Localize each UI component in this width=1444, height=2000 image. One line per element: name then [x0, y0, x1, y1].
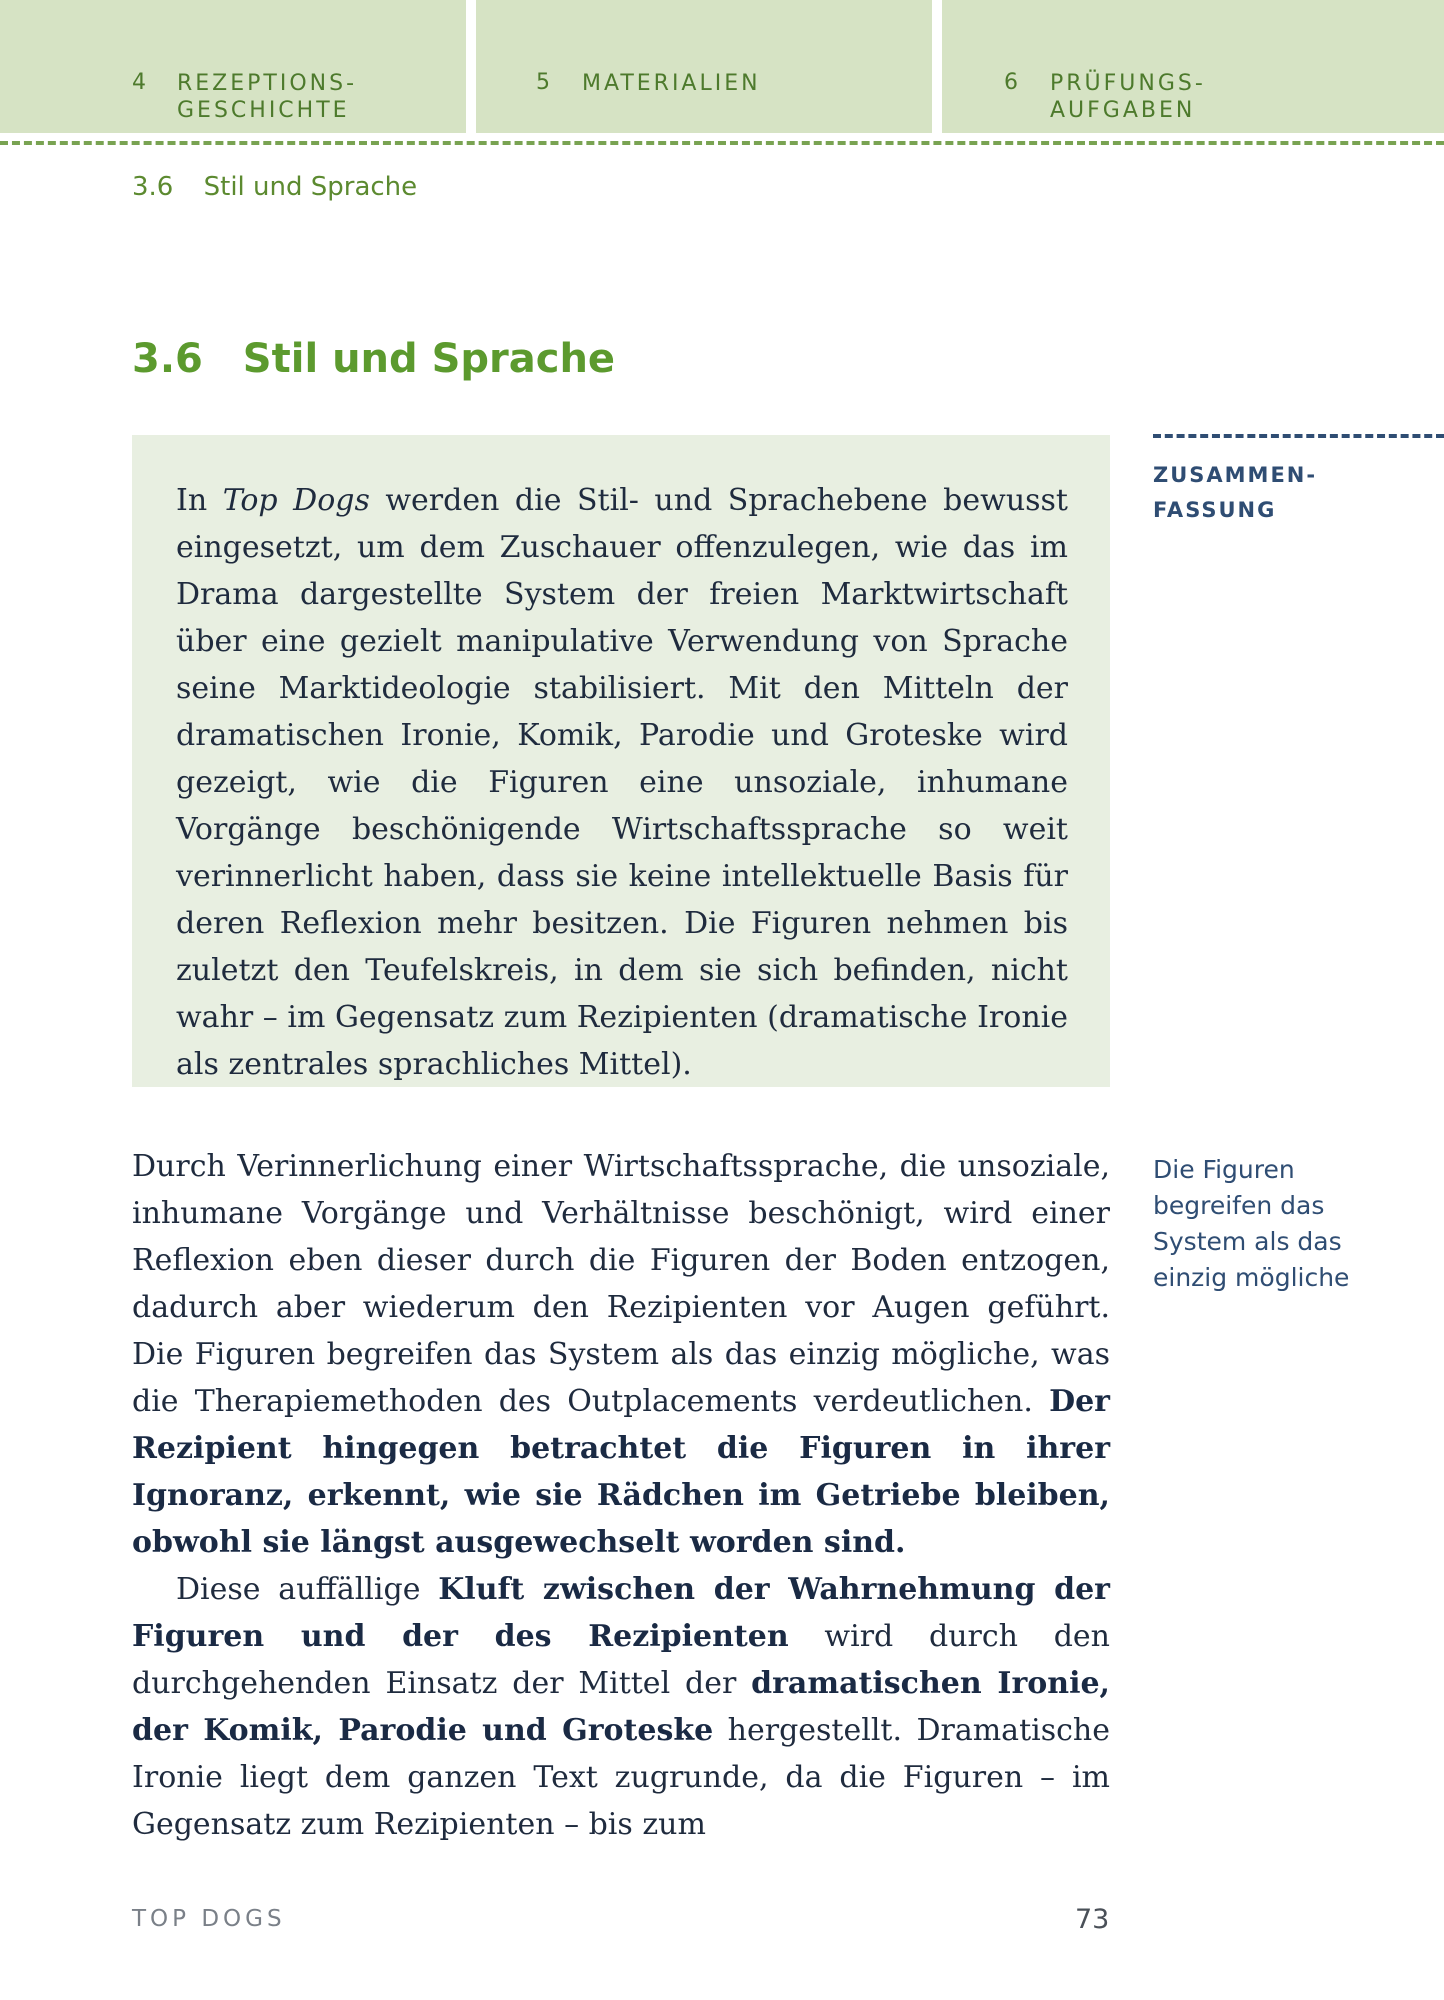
- tab-label: [177, 70, 357, 124]
- tab-label-line: REZEPTIONS-: [177, 71, 358, 96]
- summary-margin-label: [1153, 458, 1413, 528]
- tab-label: [582, 70, 761, 97]
- tab-materialien[interactable]: [476, 0, 932, 133]
- text-run: Diese auffällige: [176, 1572, 439, 1607]
- summary-text: [176, 477, 1068, 1088]
- chapter-tabs: [0, 0, 1444, 135]
- tab-label: [1050, 70, 1206, 124]
- tab-rezeptionsgeschichte[interactable]: [0, 0, 466, 133]
- summary-label-line: FASSUNG: [1153, 498, 1277, 522]
- header-divider: [0, 141, 1444, 145]
- tab-number: 5: [536, 70, 553, 95]
- tab-label-line: PRÜFUNGS-: [1050, 71, 1206, 96]
- paragraph: [132, 1566, 1110, 1848]
- section-number: 3.6: [132, 336, 203, 382]
- running-header-title: Stil und Sprache: [203, 172, 418, 202]
- paragraph: [132, 1143, 1110, 1566]
- tab-number: 6: [1004, 70, 1021, 95]
- page-number: 73: [1075, 1904, 1110, 1935]
- tab-label-line: GESCHICHTE: [177, 98, 350, 123]
- margin-divider: [1153, 434, 1444, 438]
- tab-label-line: AUFGABEN: [1050, 98, 1196, 123]
- text-run: Durch Verinnerlichung einer Wirtschaftssprache, die unsoziale, inhumane Vorgänge und Verhältnisse beschönigt, wird einer Reflexion eben dieser durch die Figuren der Boden entzogen, dadurch aber wiederum den Rezipienten vor Augen geführt. Die Figuren begreifen das System als das einzig mögliche, was die Therapiemethoden des Outplacements verdeutlichen.: [132, 1149, 1110, 1419]
- summary-label-line: ZUSAMMEN-: [1153, 463, 1318, 487]
- summary-italic-title: Top Dogs: [222, 483, 370, 518]
- summary-box: [132, 435, 1110, 1087]
- text-run: hergestellt. Dramatische Ironie liegt dem ganzen Text zugrunde, da die Figuren – im Gegensatz zum Rezipienten – bis zum: [132, 1713, 1110, 1842]
- section-title: Stil und Sprache: [242, 336, 616, 382]
- tab-number: 4: [132, 70, 149, 95]
- summary-body: werden die Stil- und Sprachebene bewusst eingesetzt, um dem Zuschauer offenzulegen, wie das im Drama dargestellte System der freien Marktwirtschaft über eine gezielt manipulative Verwendung von Sprache seine Marktideologie stabilisiert. Mit den Mitteln der dramatischen Ironie, Komik, Parodie und Groteske wird gezeigt, wie die Figuren eine unsoziale, inhumane Vorgänge beschönigende Wirtschaftssprache so weit verinnerlicht haben, dass sie keine intellektuelle Basis für deren Reflexion mehr besitzen. Die Figuren nehmen bis zuletzt den Teufelskreis, in dem sie sich befinden, nicht wahr – im Gegensatz zum Rezipienten (dramatische Ironie als zentrales sprachliches Mittel).: [176, 483, 1068, 1082]
- body-text: [132, 1143, 1110, 1848]
- tab-label-line: MATERIALIEN: [582, 71, 761, 96]
- footer-book-title: TOP DOGS: [132, 1906, 286, 1932]
- bold-run: dramatischen Ironie, der Komik, Parodie und Groteske: [132, 1666, 1110, 1748]
- bold-run: Kluft zwischen der Wahrnehmung der Figuren und der des Rezipienten: [132, 1572, 1110, 1654]
- bold-run: Der Rezipient hingegen betrachtet die Figuren in ihrer Ignoranz, erkennt, wie sie Rädchen im Getriebe bleiben, obwohl sie längst ausgewechselt worden sind.: [132, 1384, 1110, 1560]
- margin-note: Die Figuren begreifen das System als das einzig mögliche: [1153, 1155, 1350, 1292]
- section-heading: [132, 336, 615, 382]
- running-header-number: 3.6: [132, 172, 174, 202]
- tab-pruefungsaufgaben[interactable]: [942, 0, 1444, 133]
- summary-intro: In: [176, 483, 223, 518]
- running-header: [132, 172, 417, 202]
- text-run: wird durch den durchgehenden Einsatz der Mittel der: [132, 1619, 1110, 1701]
